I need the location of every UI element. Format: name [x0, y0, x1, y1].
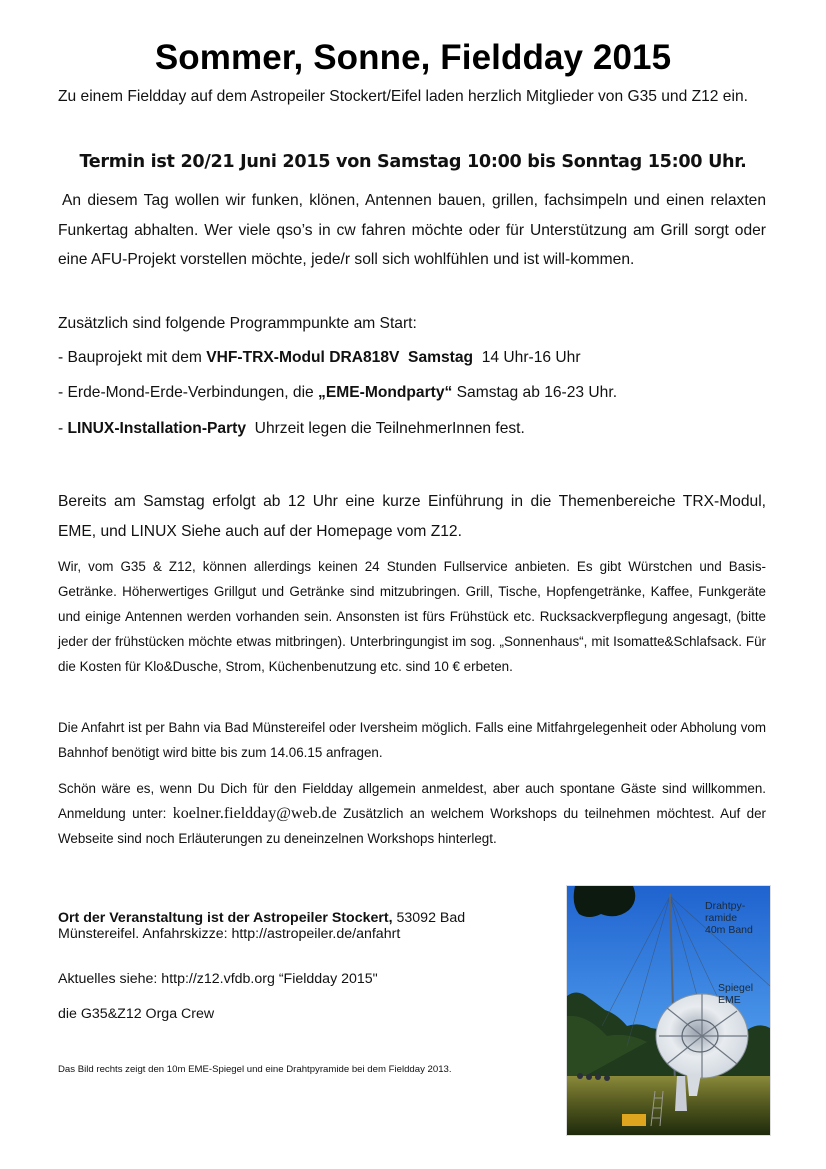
program-item-text: - Bauprojekt mit dem — [58, 349, 207, 366]
photo-label-line: Spiegel — [718, 982, 754, 994]
program-item-text: - Erde-Mond-Erde-Verbindungen, die — [58, 384, 319, 401]
program-item-trx — [58, 343, 766, 373]
registration-paragraph — [58, 776, 766, 851]
program-item-eme — [58, 378, 766, 408]
program-item-time: Uhrzeit legen die TeilnehmerInnen fest. — [246, 420, 525, 437]
location-bold: Ort der Veranstaltung ist der Astropeiler Stockert, — [58, 910, 393, 926]
photo-label-line: 40m Band — [705, 924, 753, 936]
photo-label-line: ramide — [705, 912, 738, 924]
service-paragraph: Wir, vom G35 & Z12, können allerdings keinen 24 Stunden Fullservice anbieten. Es gibt Würstchen und Basis-Getränke. Höherwertiges Grillgut und Getränke sind mitzubringen. Grill, Tische, Hopfengetränke, Kaffee, Funkgeräte und einige Antennen werden vorhanden sein. Ansonsten ist fürs Frühstück etc. Rucksackverpflegung angesagt, (bitte jeder der frühstücken möchte etwas mitbringen). Unterbringungist im sog. „Sonnenhaus“, mit Isomatte&Schlafsack. Für die Kosten für Klo&Dusche, Strom, Küchenbenutzung etc. sind 10 € erbeten. — [58, 559, 766, 674]
event-date-heading: Termin ist 20/21 Juni 2015 von Samstag 10:00 bis Sonntag 15:00 Uhr. — [79, 152, 747, 172]
intro-paragraph: Zu einem Fieldday auf dem Astropeiler Stockert/Eifel laden herzlich Mitglieder von G35 und Z12 ein. — [58, 88, 748, 105]
photo-label-pyramid — [705, 900, 753, 936]
photo-label-line: Drahtpy- — [705, 900, 746, 912]
program-item-time: Samstag ab 16-23 Uhr. — [452, 384, 618, 401]
program-item-text: - — [58, 420, 68, 437]
registration-email-link[interactable]: koelner.fieldday@web.de — [172, 805, 337, 822]
program-item-bold: LINUX-Installation-Party — [67, 420, 247, 437]
current-info-line: Aktuelles siehe: http://z12.vfdb.org “Fieldday 2015" — [58, 971, 378, 987]
location-paragraph — [58, 910, 528, 942]
activities-paragraph: An diesem Tag wollen wir funken, klönen, Antennen bauen, grillen, fachsimpeln und einen relaxten Funkertag abhalten. Wer viele qso’s in cw fahren möchte oder für Unterstützung am Grill sorgt oder eine AFU-Projekt vorstellen möchte, jede/r soll sich wohlfühlen und ist will-kommen. — [58, 192, 766, 268]
registration-text-after: Zusätzlich an welchem Workshops du teilnehmen möchtest. Auf der Webseite sind noch Erläuterungen zu deneinzelnen Workshops hinterlegt. — [58, 806, 766, 846]
program-item-time: 14 Uhr-16 Uhr — [473, 349, 581, 366]
photo-label-line: EME — [718, 994, 741, 1006]
photo-caption: Das Bild rechts zeigt den 10m EME-Spiegel und eine Drahtpyramide bei dem Fieldday 2013. — [58, 1064, 452, 1075]
program-item-linux — [58, 414, 766, 444]
program-item-bold: „EME-Mondparty“ — [318, 384, 453, 401]
travel-paragraph: Die Anfahrt ist per Bahn via Bad Münstereifel oder Iversheim möglich. Falls eine Mitfahrgelegenheit oder Abholung vom Bahnhof benötigt wird bitte bis zum 14.06.15 anfragen. — [58, 720, 766, 760]
signature-line: die G35&Z12 Orga Crew — [58, 1006, 215, 1022]
location-details: 53092 Bad Münstereifel. Anfahrskizze: http://astropeiler.de/anfahrt — [58, 910, 466, 942]
fieldday-photo — [567, 886, 770, 1135]
photo-label-dish — [718, 982, 753, 1006]
intro-sessions-paragraph: Bereits am Samstag erfolgt ab 12 Uhr eine kurze Einführung in die Themenbereiche TRX-Modul, EME, und LINUX Siehe auch auf der Homepage vom Z12. — [58, 493, 766, 540]
registration-text: Schön wäre es, wenn Du Dich für den Fieldday allgemein anmeldest, aber auch spontane Gäste sind willkommen. Anmeldung unter: — [58, 781, 766, 821]
program-intro: Zusätzlich sind folgende Programmpunkte am Start: — [58, 315, 417, 332]
program-item-bold: VHF-TRX-Modul DRA818V Samstag — [206, 349, 474, 366]
document-title: Sommer, Sonne, Fieldday 2015 — [154, 38, 672, 77]
